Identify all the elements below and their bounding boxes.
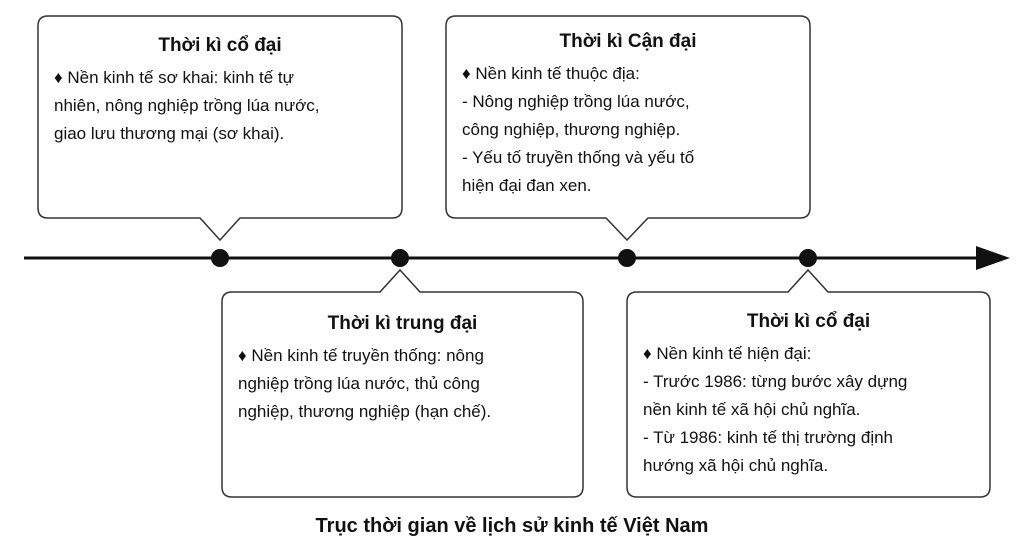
timeline-dot-modern [799,249,817,267]
timeline-dot-medieval [391,249,409,267]
period-medieval [224,312,581,426]
period-title: Thời kì Cận đại [559,31,697,52]
period-title: Thời kì trung đại [327,313,478,334]
period-text-line: ♦ Nền kinh tế thuộc địa: [462,64,640,83]
period-modern [629,310,988,480]
period-early-modern [448,30,808,200]
period-ancient [40,34,400,148]
period-text-line: - Nông nghiệp trồng lúa nước, [462,92,690,111]
period-text-line: - Trước 1986: từng bước xây dựng [643,372,908,391]
timeline-arrowhead [976,246,1010,270]
period-text-line: - Yếu tố truyền thống và yếu tố [462,148,695,167]
period-text-line: nhiên, nông nghiệp trồng lúa nước, [54,96,320,115]
period-text-line: nghiệp, thương nghiệp (hạn chế). [238,402,492,421]
period-text-line: hướng xã hội chủ nghĩa. [643,456,829,475]
timeline-dot-ancient [211,249,229,267]
period-text-line: nền kinh tế xã hội chủ nghĩa. [643,400,861,419]
timeline-dot-early-modern [618,249,636,267]
diagram-caption: Trục thời gian về lịch sử kinh tế Việt Nam [315,515,709,537]
period-text-line: - Từ 1986: kinh tế thị trường định [643,428,894,447]
period-text-line: hiện đại đan xen. [462,176,592,195]
period-text-line: công nghiệp, thương nghiệp. [462,120,681,139]
period-title: Thời kì cổ đại [746,311,871,332]
period-text-line: ♦ Nền kinh tế sơ khai: kinh tế tự [54,68,295,87]
period-text-line: ♦ Nền kinh tế hiện đại: [643,344,812,363]
period-text-line: giao lưu thương mại (sơ khai). [54,124,285,143]
period-text-line: nghiệp trồng lúa nước, thủ công [238,374,480,393]
period-text-line: ♦ Nền kinh tế truyền thống: nông [238,346,484,365]
period-title: Thời kì cổ đại [158,35,282,56]
